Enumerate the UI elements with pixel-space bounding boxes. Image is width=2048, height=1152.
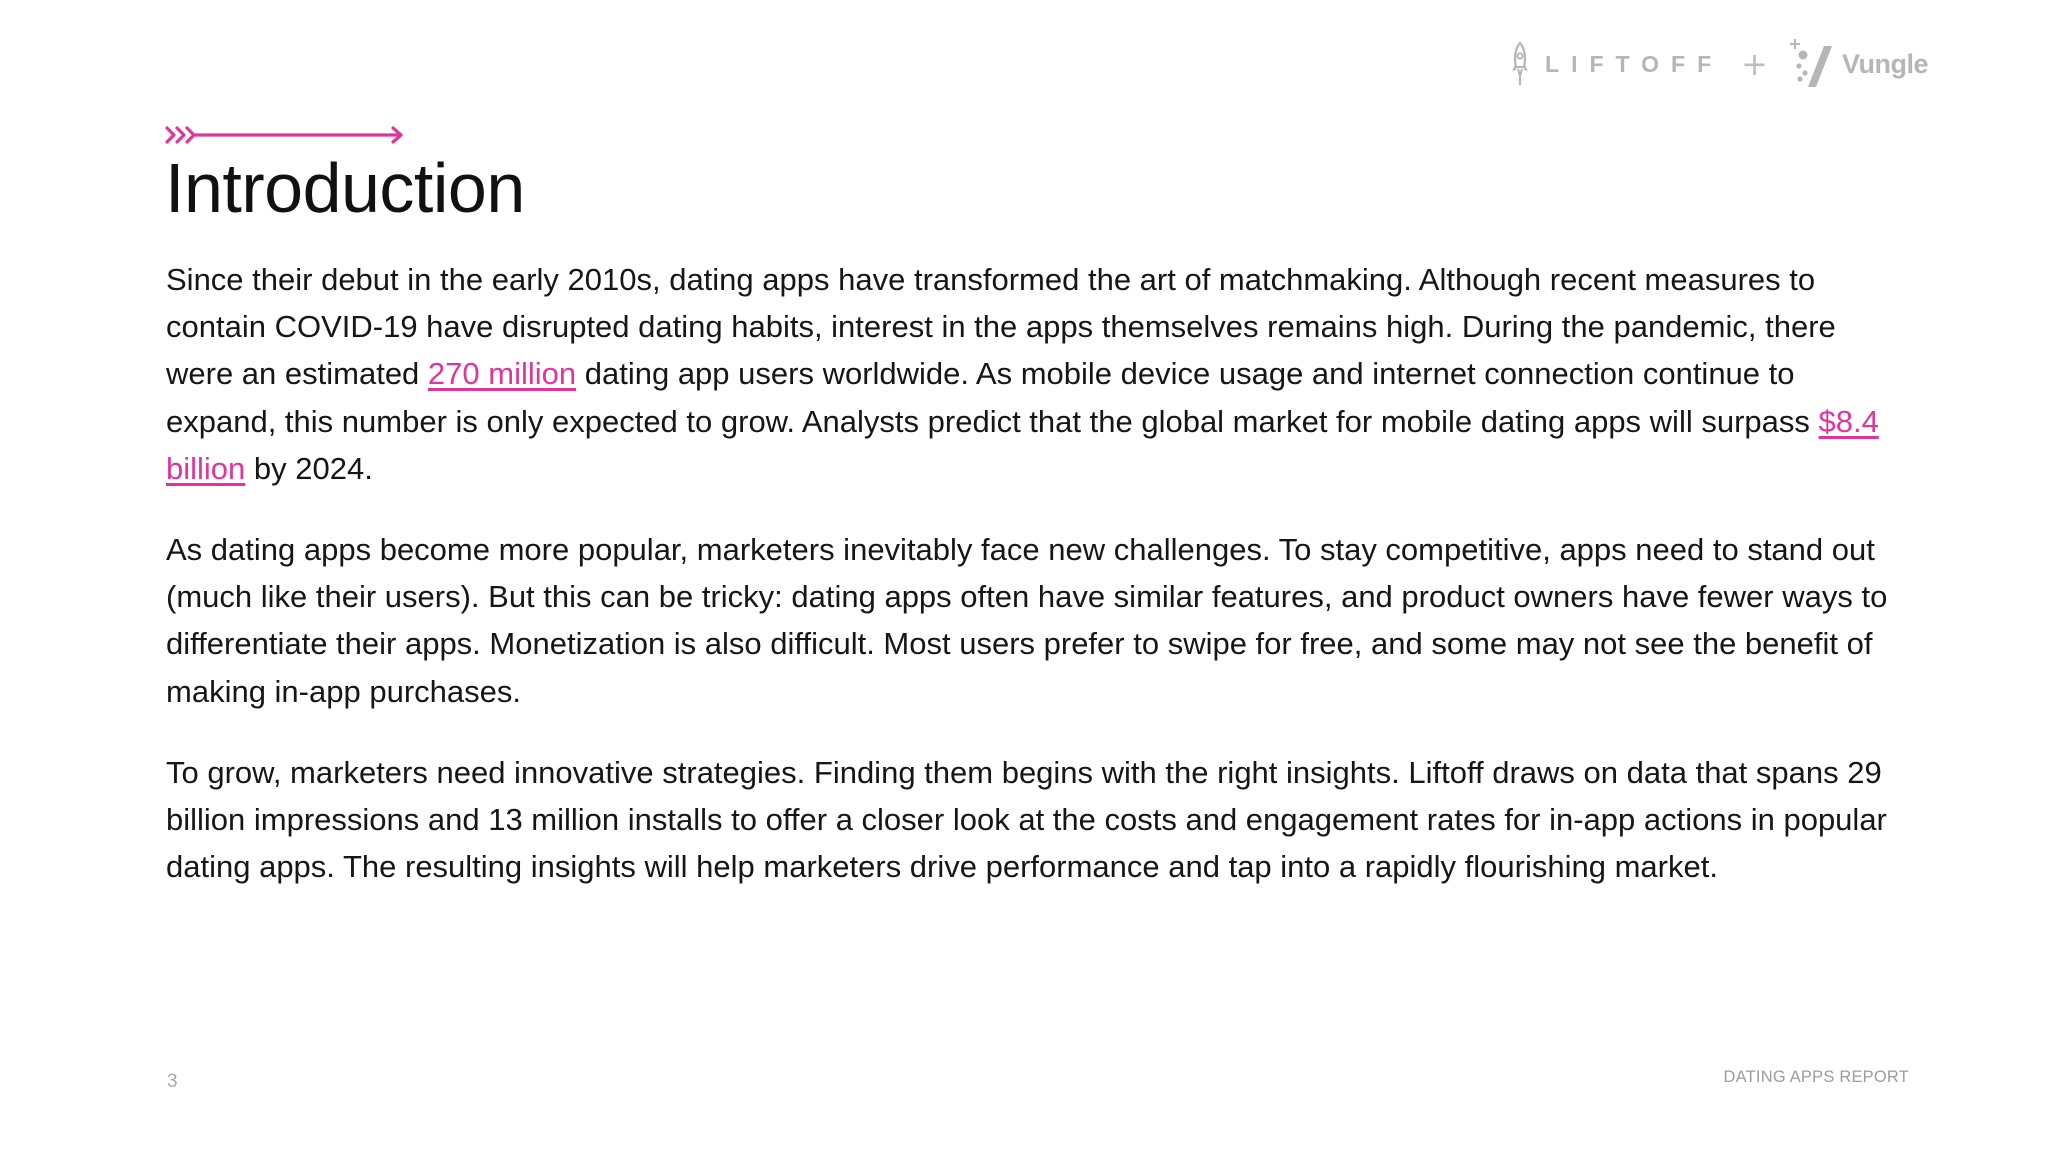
intro-body [166, 256, 1911, 924]
rocket-icon [1509, 41, 1531, 87]
paragraph-1-text-c: by 2024. [245, 450, 373, 486]
vungle-logo-text: Vungle [1841, 48, 1928, 79]
report-label: DATING APPS REPORT [1723, 1068, 1909, 1086]
paragraph-1-text-a: Since their debut in the early 2010s, dating apps have transformed the art of matchmaking. Although recent measures to contain COVID-19 have disrupted dating habits, interest in the apps themselves remains high. During the pandemic, there were an estimated [166, 262, 1836, 392]
page-number: 3 [167, 1071, 178, 1092]
page-title: Introduction [165, 149, 525, 227]
paragraph-1 [166, 256, 1911, 492]
chevron-arrow-icon [165, 124, 405, 146]
header-logos [1509, 38, 1928, 90]
market-stat-link[interactable]: $8.4 billion [166, 403, 1879, 486]
vungle-logo [1786, 38, 1928, 90]
liftoff-logo [1509, 41, 1723, 87]
paragraph-3: To grow, marketers need innovative strategies. Finding them begins with the right insights. Liftoff draws on data that spans 29 billion impressions and 13 million installs to offer a closer look at the costs and engagement rates for in-app actions in popular dating apps. The resulting insights will help marketers drive performance and tap into a rapidly flourishing market. [166, 754, 1887, 885]
paragraph-2: As dating apps become more popular, marketers inevitably face new challenges. To stay competitive, apps need to stand out (much like their users). But this can be tricky: dating apps often have similar features, and product owners have fewer ways to differentiate their apps. Monetization is also difficult. Most users prefer to swipe for free, and some may not see the benefit of making in-app purchases. [166, 532, 1888, 709]
logo-plus-separator: + [1741, 45, 1768, 83]
users-stat-link[interactable]: 270 million [427, 356, 577, 392]
paragraph-1-text-b: dating app users worldwide. As mobile device usage and internet connection continue to expand, this number is only expected to grow. Analysts predict that the global market for mobile dating apps will surpass [166, 356, 1819, 439]
liftoff-logo-text: LIFTOFF [1545, 50, 1724, 77]
vungle-mark-icon [1786, 38, 1836, 90]
